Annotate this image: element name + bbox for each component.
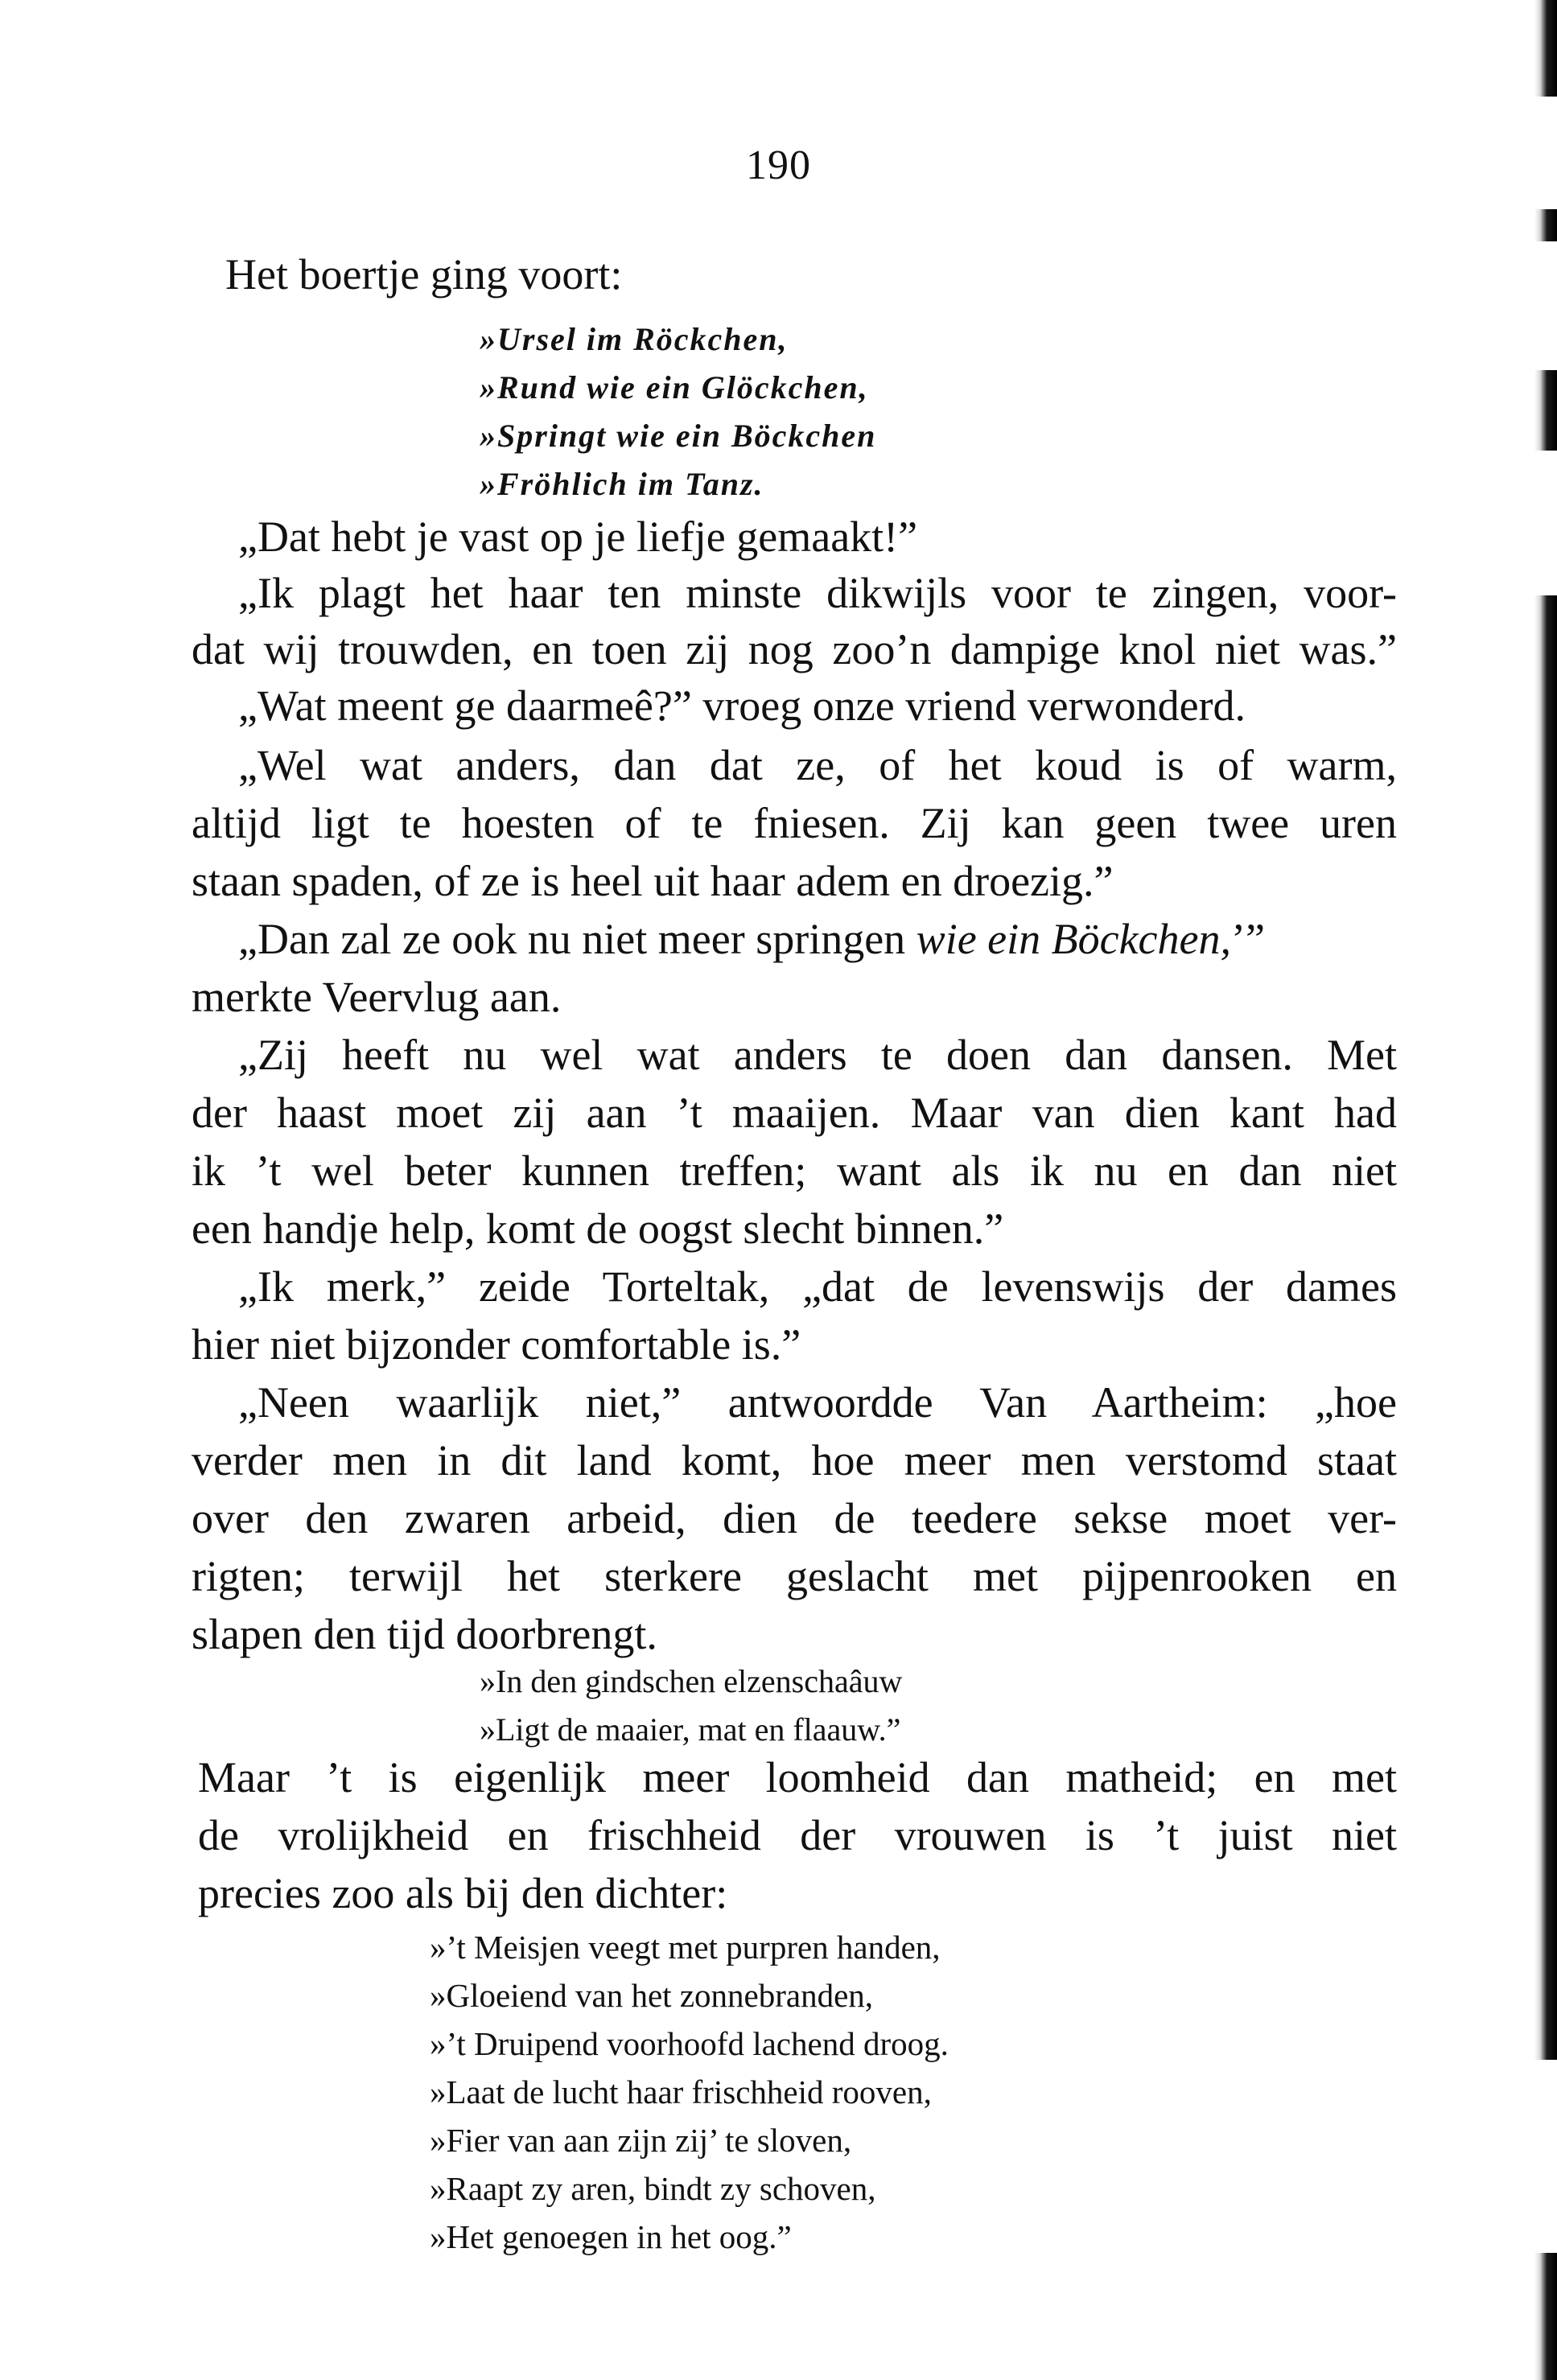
text-line: over den zwaren arbeid, dien de teedere sekse moet ver- bbox=[192, 1494, 1397, 1542]
verse-line: »Ursel im Röckchen, bbox=[480, 321, 789, 357]
poem-line: »’t Meisjen veegt met purpren handen, bbox=[430, 1929, 941, 1966]
text-line: Maar ’t is eigenlijk meer loomheid dan matheid; en met bbox=[198, 1753, 1397, 1801]
poem-line: »Gloeiend van het zonnebranden, bbox=[430, 1977, 874, 2014]
poem-line: »Het genoegen in het oog.” bbox=[430, 2218, 792, 2255]
intro-line: Het boertje ging voort: bbox=[225, 250, 623, 299]
text-line: „Wel wat anders, dan dat ze, of het koud is of warm, bbox=[238, 741, 1397, 789]
text-line: der haast moet zij aan ’t maaijen. Maar van dien kant had bbox=[192, 1089, 1397, 1137]
text-line: „Neen waarlijk niet,” antwoordde Van Aartheim: „hoe bbox=[238, 1378, 1397, 1427]
verse-line: »Springt wie ein Böckchen bbox=[480, 418, 877, 454]
text-line: „Zij heeft nu wel wat anders te doen dan dansen. Met bbox=[238, 1031, 1397, 1079]
quote-line: »Ligt de maaier, mat en flaauw.” bbox=[480, 1711, 901, 1748]
text-line: ik ’t wel beter kunnen treffen; want als ik nu en dan niet bbox=[192, 1147, 1397, 1195]
poem-line: »’t Druipend voorhoofd lachend droog. bbox=[430, 2025, 949, 2062]
text-line: „Dat hebt je vast op je liefje gemaakt!” bbox=[238, 513, 918, 561]
text-line: verder men in dit land komt, hoe meer men verstomd staat bbox=[192, 1436, 1397, 1484]
text-line: altijd ligt te hoesten of te fniesen. Zij kan geen twee uren bbox=[192, 799, 1397, 847]
page-edge-gap bbox=[1533, 241, 1557, 370]
text-line bbox=[238, 914, 1265, 964]
italic-phrase: wie ein Böckchen, bbox=[916, 915, 1231, 963]
text-line: precies zoo als bij den dichter: bbox=[198, 1869, 728, 1917]
poem-line: »Raapt zy aren, bindt zy schoven, bbox=[430, 2170, 876, 2207]
text-line: „Wat meent ge daarmeê?” vroeg onze vriend verwonderd. bbox=[238, 681, 1246, 730]
page-number: 190 bbox=[746, 142, 811, 188]
text-line: hier niet bijzonder comfortable is.” bbox=[192, 1320, 801, 1369]
page-edge-gap bbox=[1533, 2060, 1557, 2253]
text-line: „Ik merk,” zeide Torteltak, „dat de levenswijs der dames bbox=[238, 1262, 1397, 1311]
poem-line: »Fier van aan zijn zij’ te sloven, bbox=[430, 2122, 852, 2159]
text-line: rigten; terwijl het sterkere geslacht met pijpenrooken en bbox=[192, 1552, 1397, 1600]
text-line: een handje help, komt de oogst slecht binnen.” bbox=[192, 1204, 1004, 1253]
text-line: „Ik plagt het haar ten minste dikwijls voor te zingen, voor- bbox=[238, 569, 1397, 617]
poem-line: »Laat de lucht haar frischheid rooven, bbox=[430, 2073, 932, 2110]
verse-line: »Rund wie ein Glöckchen, bbox=[480, 369, 869, 406]
text-segment: „Dan zal ze ook nu niet meer springen bbox=[238, 915, 916, 963]
text-line: staan spaden, of ze is heel uit haar adem en droezig.” bbox=[192, 857, 1114, 905]
text-line: merkte Veervlug aan. bbox=[192, 973, 562, 1021]
page-edge-gap bbox=[1533, 451, 1557, 595]
text-line: slapen den tijd doorbrengt. bbox=[192, 1610, 657, 1658]
text-segment: ’” bbox=[1231, 915, 1265, 963]
text-line: de vrolijkheid en frischheid der vrouwen is ’t juist niet bbox=[198, 1811, 1397, 1859]
verse-line: »Fröhlich im Tanz. bbox=[480, 466, 764, 502]
quote-line: »In den gindschen elzenschaâuw bbox=[480, 1663, 903, 1699]
text-line: dat wij trouwden, en toen zij nog zoo’n dampige knol niet was.” bbox=[192, 625, 1397, 673]
